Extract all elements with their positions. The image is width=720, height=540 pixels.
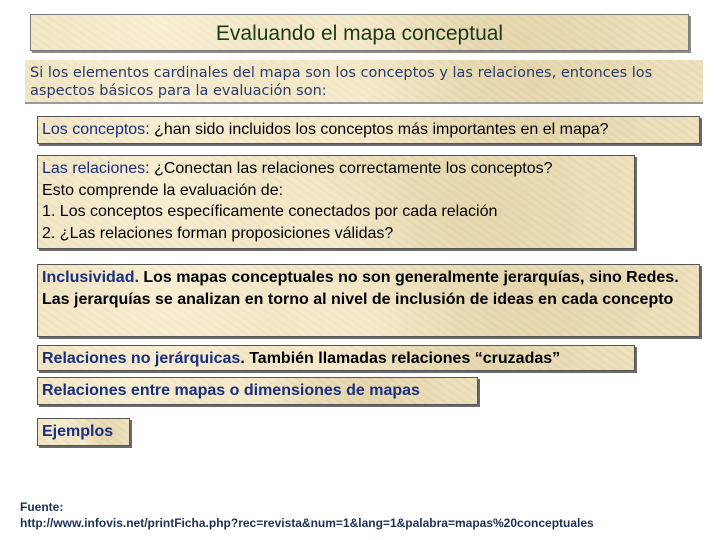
item-conceptos: [37, 116, 700, 144]
term-ejemplos: Ejemplos: [42, 423, 114, 440]
term-entre-mapas: Relaciones entre mapas o dimensiones de mapas: [42, 382, 420, 399]
item-inclusividad: [37, 264, 700, 337]
intro-paragraph: Si los elementos cardinales del mapa son los conceptos y las relaciones, entonces los aspectos básicos para la evaluación son:: [25, 60, 703, 104]
source-url: http://www.infovis.net/printFicha.php?rec=revista&num=1&lang=1&palabra=mapas%20conceptuales: [20, 516, 594, 530]
item-relaciones-no-jerarquicas: [37, 345, 635, 371]
item-relaciones: [37, 155, 635, 249]
title-text: Evaluando el mapa conceptual: [215, 22, 504, 45]
relaciones-line-1: [42, 158, 630, 180]
item-relaciones-entre-mapas: [37, 377, 478, 405]
term-relaciones: Las relaciones: [42, 160, 146, 177]
relaciones-line-2: Esto comprende la evaluación de:: [42, 181, 284, 199]
term-inclusividad: Inclusividad.: [42, 269, 139, 286]
relaciones-list-item-1: 1. Los conceptos específicamente conectados por cada relación: [42, 203, 498, 220]
slide-title: [30, 14, 689, 51]
relaciones-list-item-2: 2. ¿Las relaciones forman proposiciones válidas?: [42, 224, 394, 242]
term-no-jerarquicas: Relaciones no jerárquicas: [42, 350, 241, 367]
source-citation: [20, 499, 720, 531]
text-conceptos: : ¿han sido incluidos los conceptos más importantes en el mapa?: [145, 121, 609, 138]
item-ejemplos: [37, 418, 130, 446]
term-conceptos: Los conceptos: [42, 121, 146, 138]
text-no-jerarquicas: . También llamadas relaciones “cruzadas”: [240, 350, 561, 367]
source-label: Fuente:: [20, 500, 64, 514]
text-inclusividad: Los mapas conceptuales no son generalmente jerarquías, sino Redes. Las jerarquías se analizan en torno al nivel de inclusión de ideas en cada concepto: [42, 269, 679, 308]
text-relaciones: : ¿Conectan las relaciones correctamente los conceptos?: [145, 160, 553, 177]
